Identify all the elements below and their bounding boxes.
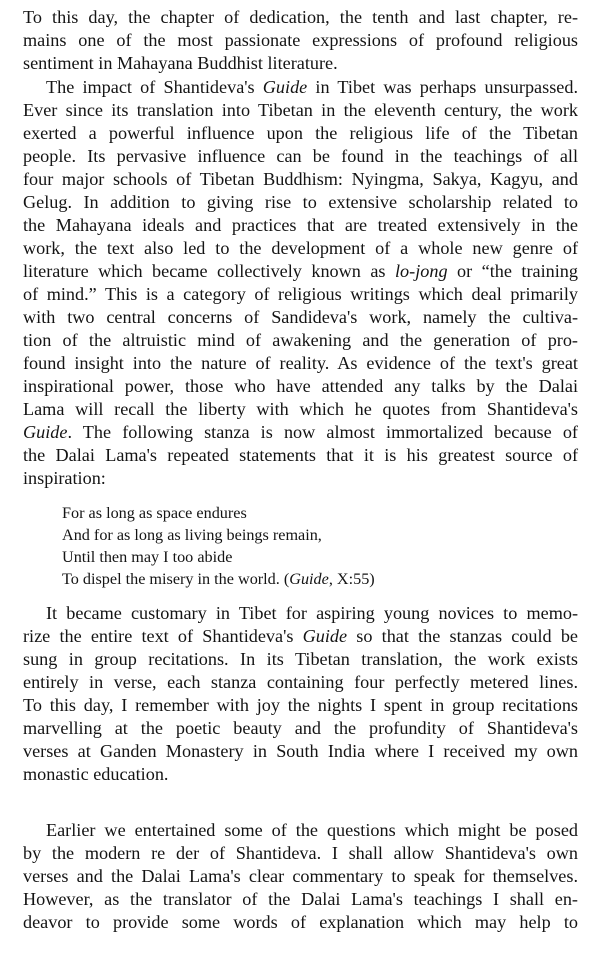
verse-line: For as long as space endures bbox=[62, 504, 247, 522]
text-line: entirely in verse, each stanza containing four perfectly metered lines. bbox=[23, 672, 578, 692]
text-line: sentiment in Mahayana Buddhist literature. bbox=[23, 53, 338, 73]
text-line: literature which became collectively known as lo-jong or “the training bbox=[23, 261, 578, 281]
text-line: sung in group recitations. In its Tibetan translation, the work exists bbox=[23, 649, 578, 669]
text-line: Ever since its translation into Tibetan in the eleventh century, the work bbox=[23, 100, 578, 120]
text-line: However, as the translator of the Dalai Lama's teachings I shall en- bbox=[23, 889, 578, 909]
text-line: Guide. The following stanza is now almost immortalized because of bbox=[23, 422, 578, 442]
text-line: verses and the Dalai Lama's clear commentary to speak for themselves. bbox=[23, 866, 578, 886]
text-line: The impact of Shantideva's Guide in Tibet was perhaps unsurpassed. bbox=[46, 77, 578, 97]
text-line: exerted a powerful influence upon the religious life of the Tibetan bbox=[23, 123, 578, 143]
text-line: the Mahayana ideals and practices that are treated extensively in the bbox=[23, 215, 578, 235]
text-line: To this day, I remember with joy the nights I spent in group recitations bbox=[23, 695, 578, 715]
text-line: To this day, the chapter of dedication, the tenth and last chapter, re- bbox=[23, 7, 578, 27]
text-line: of mind.” This is a category of religious writings which deal primarily bbox=[23, 284, 578, 304]
text-line: tion of the altruistic mind of awakening and the generation of pro- bbox=[23, 330, 578, 350]
text-line: mains one of the most passionate expressions of profound religious bbox=[23, 30, 578, 50]
text-line: marvelling at the poetic beauty and the profundity of Shantideva's bbox=[23, 718, 578, 738]
text-line: Gelug. In addition to giving rise to extensive scholarship related to bbox=[23, 192, 578, 212]
text-line: verses at Ganden Monastery in South India where I received my own bbox=[23, 741, 578, 761]
verse-line: Until then may I too abide bbox=[62, 548, 233, 566]
text-line: Earlier we entertained some of the questions which might be posed bbox=[46, 820, 578, 840]
text-line: found insight into the nature of reality. As evidence of the text's great bbox=[23, 353, 578, 373]
text-line: work, the text also led to the development of a whole new genre of bbox=[23, 238, 578, 258]
text-line: It became customary in Tibet for aspiring young novices to memo- bbox=[46, 603, 578, 623]
verse-line: And for as long as living beings remain, bbox=[62, 526, 322, 544]
text-line: four major schools of Tibetan Buddhism: Nyingma, Sakya, Kagyu, and bbox=[23, 169, 578, 189]
text-line: with two central concerns of Sandideva's work, namely the cultiva- bbox=[23, 307, 578, 327]
text-line: Lama will recall the liberty with which he quotes from Shantideva's bbox=[23, 399, 578, 419]
text-line: rize the entire text of Shantideva's Guide so that the stanzas could be bbox=[23, 626, 578, 646]
text-line: inspiration: bbox=[23, 468, 106, 488]
verse-line: To dispel the misery in the world. (Guide, X:55) bbox=[62, 570, 375, 588]
text-line: inspirational power, those who have attended any talks by the Dalai bbox=[23, 376, 578, 396]
text-line: deavor to provide some words of explanation which may help to bbox=[23, 912, 578, 932]
text-line: the Dalai Lama's repeated statements that it is his greatest source of bbox=[23, 445, 578, 465]
text-line: by the modern re der of Shantideva. I shall allow Shantideva's own bbox=[23, 843, 578, 863]
text-line: people. Its pervasive influence can be found in the teachings of all bbox=[23, 146, 578, 166]
text-line: monastic education. bbox=[23, 764, 169, 784]
